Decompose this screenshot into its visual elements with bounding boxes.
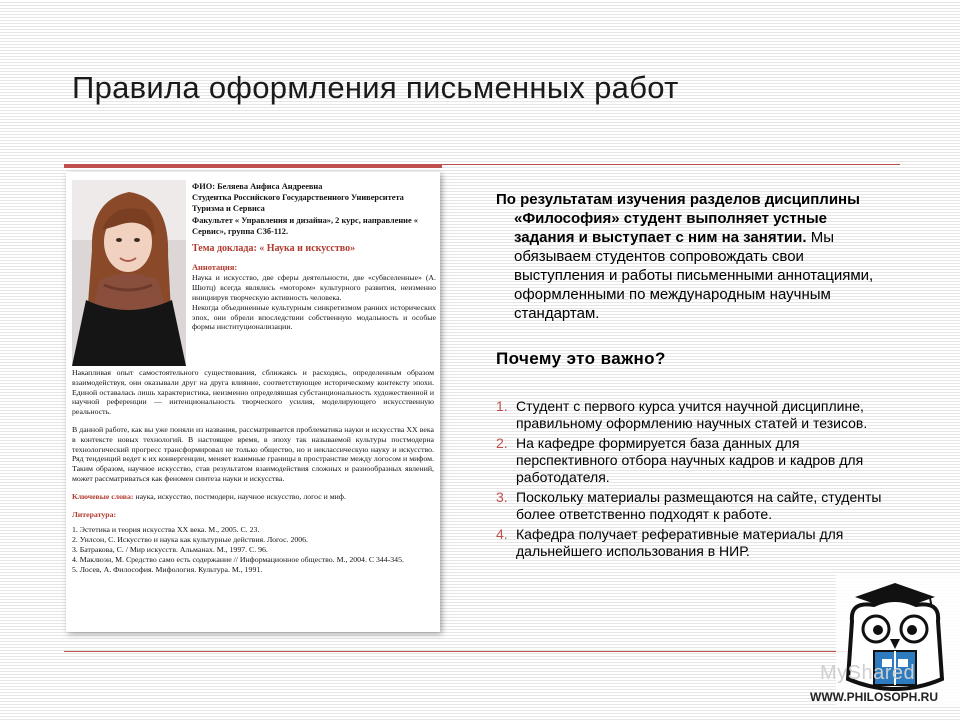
reason-text: Поскольку материалы размещаются на сайте, студенты более ответственно подходят к работе.: [516, 489, 882, 522]
document-header: [192, 181, 436, 332]
sample-annotation-document: [66, 172, 440, 632]
student-affiliation: Студентка Российского Государственного Университета Туризма и Сервиса: [192, 193, 404, 214]
literature-item: 2. Уилсон, С. Искусство и наука как культурные действия. Логос. 2006.: [72, 535, 309, 545]
reason-number: 1.: [496, 398, 508, 414]
report-topic: Тема доклада: « Наука и искусство»: [192, 243, 356, 255]
reason-number: 3.: [496, 489, 508, 505]
reason-item: [496, 526, 888, 560]
intro-paragraph: [496, 190, 888, 323]
student-name: ФИО: Беляева Анфиса Андреевна: [192, 182, 323, 191]
literature-heading: Литература:: [72, 509, 117, 519]
student-faculty: Факультет « Управления и дизайна», 2 курс, направление « Сервис», группа СЗб-112.: [192, 215, 418, 236]
literature-item: 5. Лосев, А. Философия. Мифология. Культура. М., 1991.: [72, 565, 263, 575]
student-photo: [72, 180, 186, 366]
site-url-text: WWW.PHILOSOPH.RU: [810, 690, 938, 704]
why-heading: Почему это важно?: [496, 349, 666, 368]
owl-mascot-logo: [830, 575, 960, 705]
reason-item: [496, 435, 888, 486]
literature-item: 3. Батракова, С. / Мир искусств. Альманах. М., 1997. С. 96.: [72, 545, 268, 555]
reason-item: [496, 398, 888, 432]
intro-bold-text: По результатам изучения разделов дисциплины «Философия» студент выполняет устные задания и выступает с ним на занятии.: [496, 191, 860, 246]
body-paragraph-2: В данной работе, как вы уже поняли из названия, рассматривается проблематика науки и искусства XX века в контексте новых технологий. В настоящее время, в эпоху так называемой культуры постмодерна технологический прогресс трансформировал не только общество, но и неклассическую науку и искусство. Ряд тенденций ведет к их конвергенции, меняет взаимные границы в пространстве между логосом и мифом. Таким образом, научное искусство, став результатом взаимодействия сложных и разнообразных явлений, может рассматриваться как феномен синтеза науки и искусства.: [72, 424, 434, 483]
watermark-text: MyShared: [820, 662, 916, 684]
literature-item: 4. Маклюэн, М. Средство само есть содержание // Информационное общество. М., 2004. С 344-345.: [72, 555, 404, 565]
owl-icon: [830, 575, 960, 705]
reason-text: Кафедра получает реферативные материалы для дальнейшего использования в НИР.: [516, 526, 844, 559]
reason-number: 4.: [496, 526, 508, 542]
body-paragraph-1: Накапливая опыт самостоятельного существования, сближаясь и расходясь, определенным образом взаимодействуя, они оказывали друг на друга влияние, соответствующее историческому контексту эпохи. Единой оставалась лишь характеристика, неизменно определявшая субстанциональность художественной и научной референции — интенциональность творческого усилия, моделирующего искусственную реальность.: [72, 368, 434, 417]
reason-item: [496, 489, 888, 523]
reason-text: На кафедре формируется база данных для перспективного отбора научных кадров и кадров для работодателя.: [516, 435, 864, 485]
keywords-label: Ключевые слова:: [72, 491, 134, 501]
student-portrait-image: [72, 180, 186, 366]
title-underline: [64, 164, 900, 165]
reason-text: Студент с первого курса учится научной дисциплине, правильному оформлению научных статей и тезисов.: [516, 398, 868, 431]
slide-title: Правила оформления письменных работ: [72, 70, 679, 105]
bottom-divider: [64, 651, 900, 652]
document-body: [72, 368, 434, 575]
slide-content: [496, 190, 888, 563]
keywords-value: наука, искусство, постмодерн, научное искусство, логос и миф.: [135, 491, 346, 501]
reason-number: 2.: [496, 435, 508, 451]
literature-item: 1. Эстетика и теория искусства XX века. М., 2005. С. 23.: [72, 525, 260, 535]
literature-list: [72, 525, 434, 575]
annotation-text-1: Наука и искусство, две сферы деятельности, две «субвселенные» (А. Шютц) всегда являлись «мотором» культурного развития, неизменно инициируя творческую активность человека.: [192, 273, 436, 303]
keywords-line: [72, 492, 434, 502]
annotation-heading: Аннотация:: [192, 263, 238, 273]
annotation-text-2: Некогда объединенные культурным синкретизмом ранних исторических эпох, они обрели впоследствии собственную модальность и особые формы институционализации.: [192, 302, 436, 332]
reasons-list: [496, 398, 888, 560]
intro-regular-text: Мы обязываем студентов сопровождать свои выступления и работы письменными аннотациями, оформленными по международным научным стандартам.: [514, 229, 874, 322]
